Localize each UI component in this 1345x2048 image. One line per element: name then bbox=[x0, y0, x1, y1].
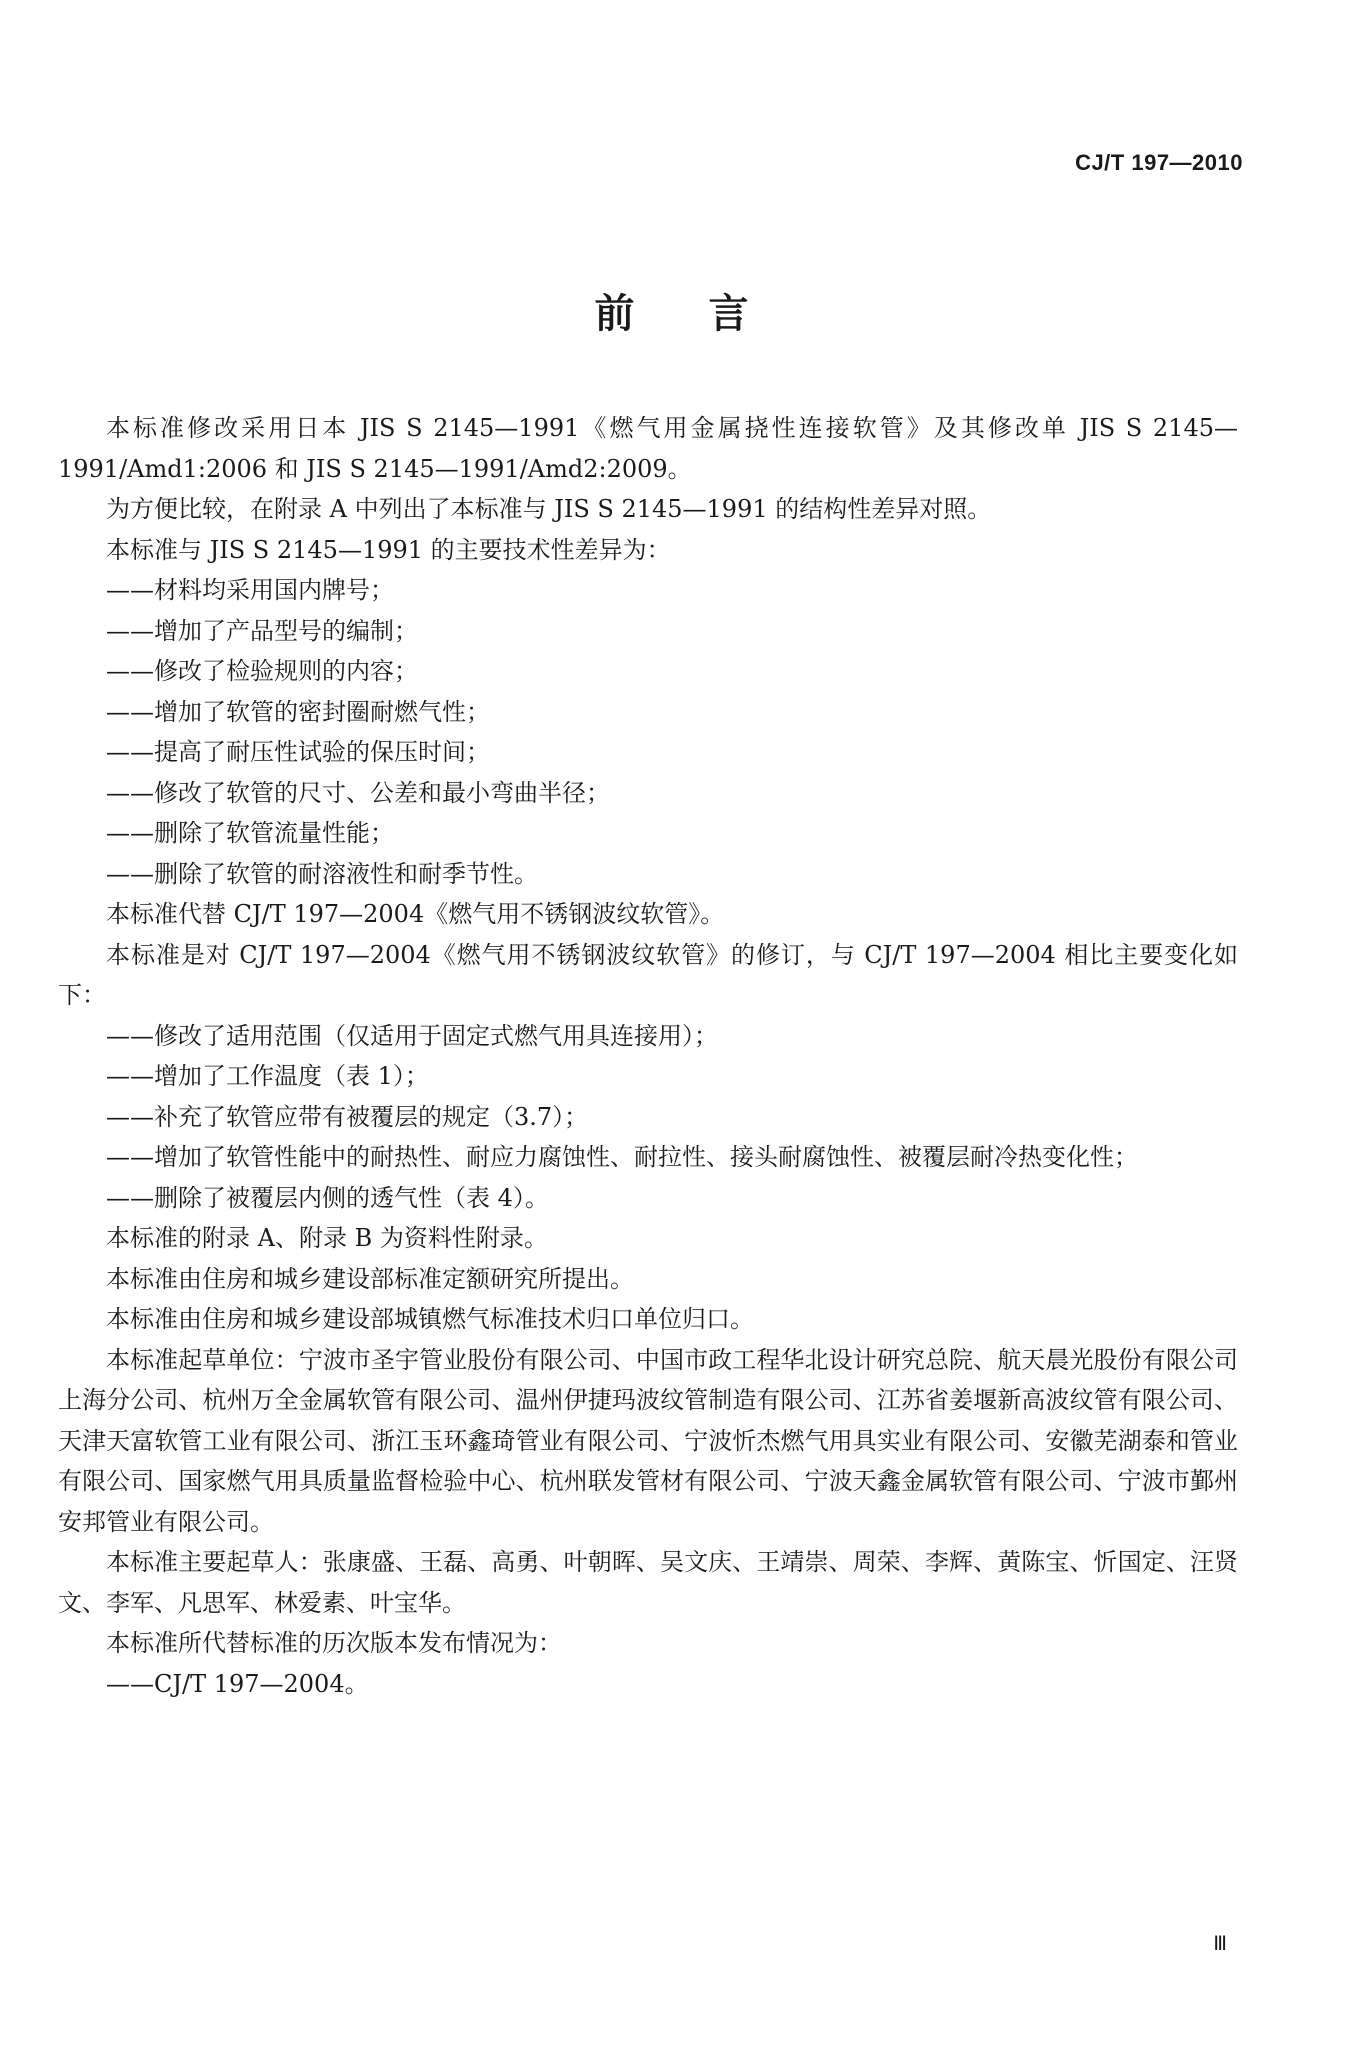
title-char-1: 前 bbox=[594, 291, 637, 337]
list-item: ——删除了软管的耐溶液性和耐季节性。 bbox=[106, 859, 538, 888]
list-item: ——增加了产品型号的编制； bbox=[106, 616, 418, 645]
list-item: ——补充了软管应带有被覆层的规定（3.7）； bbox=[106, 1102, 589, 1131]
paragraph: 本标准所代替标准的历次版本发布情况为： bbox=[106, 1629, 562, 1657]
page-title bbox=[0, 282, 1345, 339]
paragraph: 本标准由住房和城乡建设部标准定额研究所提出。 bbox=[106, 1264, 634, 1293]
list-item: ——增加了软管性能中的耐热性、耐应力腐蚀性、耐拉性、接头耐腐蚀性、被覆层耐冷热变化性； bbox=[106, 1143, 1138, 1171]
paragraph: 本标准主要起草人：张康盛、王磊、高勇、叶朝晖、吴文庆、王靖崇、周荣、李辉、黄陈宝、忻国定、汪贤文、李军、凡思军、林爱素、叶宝华。 bbox=[58, 1548, 1238, 1617]
page-number: Ⅲ bbox=[1213, 1933, 1227, 1955]
paragraph: 本标准由住房和城乡建设部城镇燃气标准技术归口单位归口。 bbox=[106, 1305, 754, 1333]
list-item: ——修改了适用范围（仅适用于固定式燃气用具连接用）； bbox=[106, 1021, 718, 1050]
list-item: ——材料均采用国内牌号； bbox=[106, 576, 394, 604]
paragraph: 本标准的附录 A、附录 B 为资料性附录。 bbox=[106, 1224, 548, 1252]
list-item: ——删除了软管流量性能； bbox=[106, 819, 394, 847]
title-char-2: 言 bbox=[708, 291, 751, 337]
foreword-body bbox=[58, 408, 1238, 1704]
paragraph: 本标准代替 CJ/T 197—2004《燃气用不锈钢波纹软管》。 bbox=[106, 900, 725, 928]
paragraph: 本标准起草单位：宁波市圣宇管业股份有限公司、中国市政工程华北设计研究总院、航天晨光股份有限公司上海分公司、杭州万全金属软管有限公司、温州伊捷玛波纹管制造有限公司、江苏省姜堰新高波纹管有限公司、天津天富软管工业有限公司、浙江玉环鑫琦管业有限公司、宁波忻杰燃气用具实业有限公司、安徽芜湖泰和管业有限公司、国家燃气用具质量监督检验中心、杭州联发管材有限公司、宁波天鑫金属软管有限公司、宁波市鄞州安邦管业有限公司。 bbox=[58, 1345, 1238, 1536]
paragraph: 本标准是对 CJ/T 197—2004《燃气用不锈钢波纹软管》的修订，与 CJ/T 197—2004 相比主要变化如下： bbox=[58, 940, 1238, 1009]
list-item: ——CJ/T 197—2004。 bbox=[106, 1669, 369, 1698]
list-item: ——删除了被覆层内侧的透气性（表 4）。 bbox=[106, 1183, 549, 1212]
paragraph: 本标准与 JIS S 2145—1991 的主要技术性差异为： bbox=[106, 535, 671, 564]
list-item: ——修改了软管的尺寸、公差和最小弯曲半径； bbox=[106, 778, 610, 807]
list-item: ——增加了工作温度（表 1）； bbox=[106, 1062, 429, 1090]
list-item: ——增加了软管的密封圈耐燃气性； bbox=[106, 697, 490, 726]
standard-code: CJ/T 197—2010 bbox=[1075, 150, 1243, 175]
paragraph: 为方便比较，在附录 A 中列出了本标准与 JIS S 2145—1991 的结构性差异对照。 bbox=[106, 495, 992, 523]
list-item: ——提高了耐压性试验的保压时间； bbox=[106, 738, 490, 766]
list-item: ——修改了检验规则的内容； bbox=[106, 657, 418, 685]
paragraph: 本标准修改采用日本 JIS S 2145—1991《燃气用金属挠性连接软管》及其修改单 JIS S 2145—1991/Amd1:2006 和 JIS S 2145—1991/Amd2:2009。 bbox=[58, 414, 1238, 483]
